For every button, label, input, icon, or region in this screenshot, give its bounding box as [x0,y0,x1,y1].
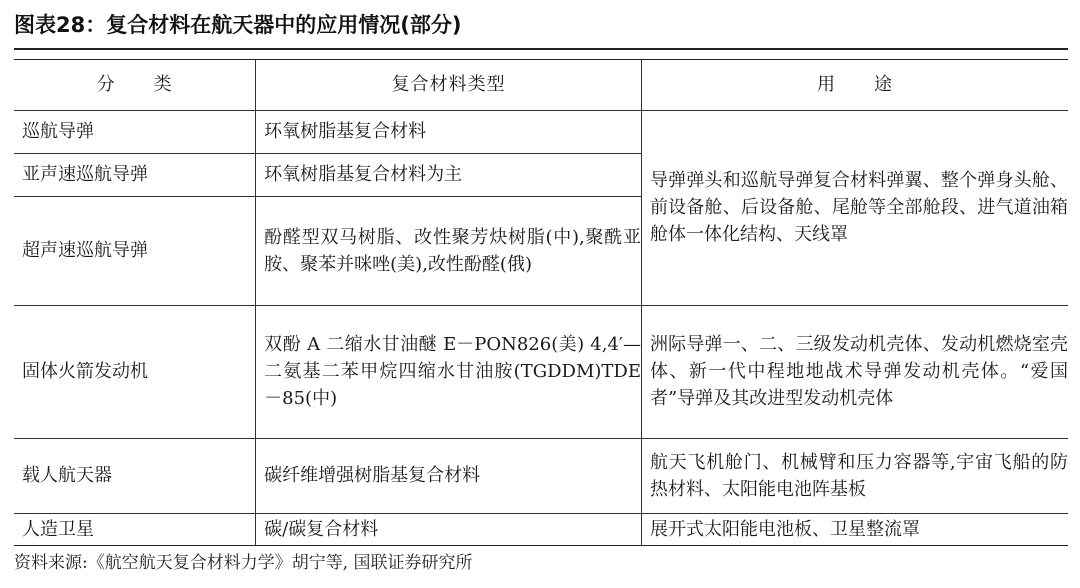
table-row [14,305,1068,438]
row-category: 人造卫星 [22,518,94,540]
figure-title: 图表28：复合材料在航天器中的应用情况(部分) [14,13,462,37]
table-header-row [14,60,1068,110]
row-material: 酚醛型双马树脂、改性聚芳炔树脂(中),聚酰亚胺、聚苯并咪唑(美),改性酚醛(俄) [264,226,641,275]
row-material: 碳/碳复合材料 [264,518,379,540]
row-category: 载人航天器 [22,465,112,486]
row-category: 超声速巡航导弹 [22,240,148,261]
row-usage: 展开式太阳能电池板、卫星整流罩 [650,518,920,540]
table-row [14,110,1068,153]
table-row [14,513,1068,545]
table-row [14,438,1068,513]
row-material: 环氧树脂基复合材料为主 [264,164,463,185]
title-divider [14,48,1068,50]
row-category: 固体火箭发动机 [22,361,148,382]
row-usage: 航天飞机舱门、机械臂和压力容器等,宇宙飞船的防热材料、太阳能电池阵基板 [650,451,1068,500]
header-category: 分 类 [14,60,256,110]
table-bottom-rule [14,545,1068,546]
row-usage-merged: 导弹弹头和巡航导弹复合材料弹翼、整个弹身头舱、前设备舱、后设备舱、尾舱等全部舱段、进气道油箱舱体一体化结构、天线罩 [650,170,1068,245]
composite-applications-table [14,60,1068,545]
source-note: 资料来源:《航空航天复合材料力学》胡宁等, 国联证券研究所 [14,553,473,573]
row-material: 双酚 A 二缩水甘油醚 E－PON826(美) 4,4′—二氨基二苯甲烷四缩水甘油胺(TGDDM)TDE－85(中) [264,334,641,409]
row-material: 碳纤维增强树脂基复合材料 [264,465,481,486]
row-material: 环氧树脂基复合材料 [264,121,427,142]
row-category: 亚声速巡航导弹 [22,164,148,185]
header-usage: 用 途 [642,60,1069,110]
row-category: 巡航导弹 [22,121,94,142]
row-usage: 洲际导弹一、二、三级发动机壳体、发动机燃烧室壳体、新一代中程地地战术导弹发动机壳体。“爱国者”导弹及其改进型发动机壳体 [650,334,1068,409]
header-material: 复合材料类型 [256,60,642,110]
